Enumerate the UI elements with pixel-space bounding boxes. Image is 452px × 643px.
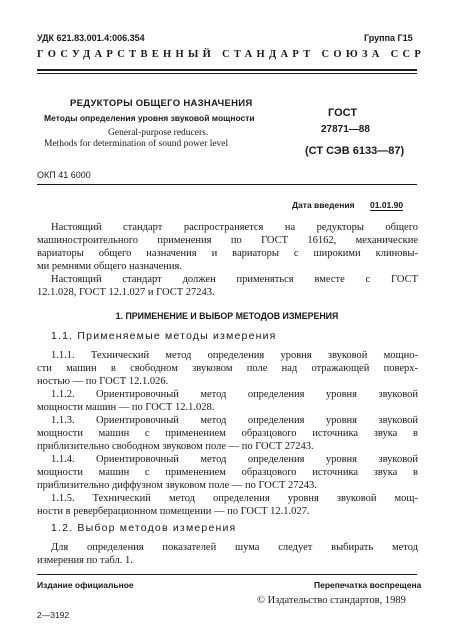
udk-code: УДК 621.83.001.4:006.354: [37, 33, 145, 43]
intro-date-label: Дата введения: [292, 200, 355, 210]
okp-code: ОКП 41 6000: [37, 170, 91, 180]
gost-label: ГОСТ: [328, 107, 358, 119]
item-1-1-4: 1.1.4. Ориентировочный метод определения уровня звуковой мощности машин с применением образцового источника звука в приблизительно диффузном звуковом поле — по ГОСТ 27243.: [37, 454, 418, 491]
intro-paragraph-1: Настоящий стандарт распространяется на редукторы общего машиностроительного применения по ГОСТ 16162, механические вариаторы общего назначения и вариаторы с широкими клиновы- ми ремнями общего назначения.: [37, 222, 418, 272]
doc-subtitle-ru: Методы определения уровня звуковой мощности: [44, 113, 255, 123]
item-1-1-1: 1.1.1. Технический метод определения уровня звуковой мощно- сти машин в свободном звуковом поле над отражающей поверх- ностью — по ГОСТ 12.1.026.: [37, 350, 418, 387]
gost-number: 27871—88: [321, 124, 370, 135]
doc-title-en-line2: Methods for determination of sound power level: [44, 139, 229, 149]
subsection-1-1-heading: 1.1. Применяемые методы измерения: [51, 330, 277, 342]
header-rule-thin: [37, 73, 417, 74]
doc-title-ru: РЕДУКТОРЫ ОБЩЕГО НАЗНАЧЕНИЯ: [70, 98, 253, 109]
intro-date-value: 01.01.90: [370, 200, 404, 210]
reprint-prohibited-label: Перепечатка воспрещена: [314, 580, 422, 590]
title-rule: [37, 184, 417, 185]
st-sev-number: (СТ СЭВ 6133—87): [305, 145, 405, 157]
intro-paragraph-2: Настоящий стандарт должен применяться вместе с ГОСТ 12.1.028, ГОСТ 12.1.027 и ГОСТ 27243.: [37, 274, 418, 298]
item-1-1-2: 1.1.2. Ориентировочный метод определения уровня звуковой мощности машин — по ГОСТ 12.1.028.: [37, 389, 418, 413]
item-1-1-5: 1.1.5. Технический метод определения уровня звуковой мощ- ности в реверберационном помещении — по ГОСТ 12.1.027.: [37, 493, 418, 517]
header-rule-thick: [37, 69, 417, 71]
state-standard-banner: ГОСУДАРСТВЕННЫЙ СТАНДАРТ СОЮЗА ССР: [37, 49, 426, 60]
doc-title-en-line1: General-purpose reducers.: [108, 128, 209, 138]
official-edition-label: Издание официальное: [37, 580, 134, 590]
print-order-code: 2—3192: [37, 610, 70, 620]
section-1-heading: 1. ПРИМЕНЕНИЕ И ВЫБОР МЕТОДОВ ИЗМЕРЕНИЯ: [115, 311, 339, 321]
item-1-1-3: 1.1.3. Ориентировочный метод определения уровня звуковой мощности машин с применением образцового источника звука в приблизительно свободном звуковом поле — по ГОСТ 27243.: [37, 415, 418, 452]
paragraph-1-2: Для определения показателей шума следует выбирать метод измерения по табл. 1.: [37, 542, 418, 566]
group-code: Группа Г15: [364, 33, 413, 43]
subsection-1-2-heading: 1.2. Выбор методов измерения: [51, 522, 237, 534]
copyright-line: © Издательство стандартов, 1989: [257, 595, 406, 606]
footer-rule: [37, 574, 417, 575]
